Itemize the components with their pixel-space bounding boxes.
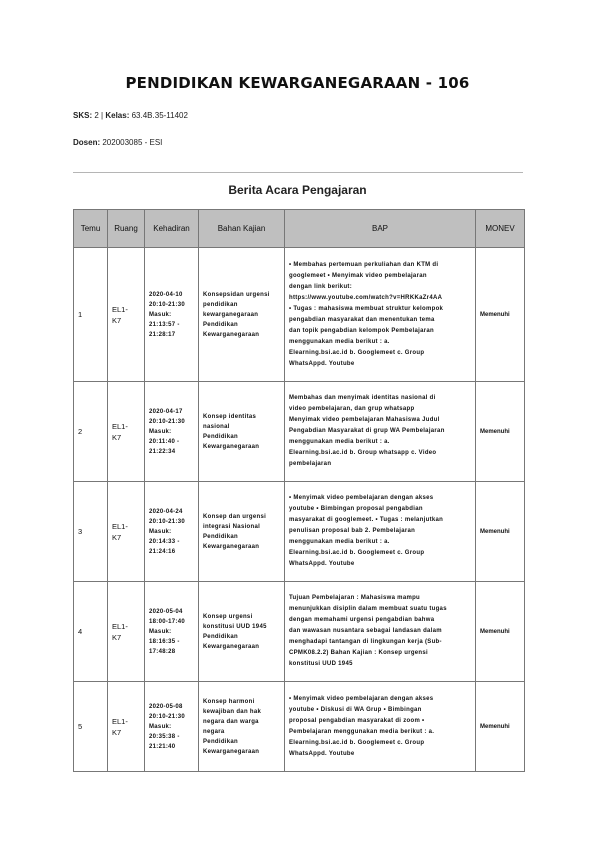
bahan-line: Kewarganegaraan	[203, 443, 260, 450]
bap-line: menggunakan media berikut : a.	[289, 539, 390, 545]
cell-temu: 2	[74, 382, 108, 482]
section-title: Berita Acara Pengajaran	[228, 183, 367, 197]
header-kehadiran: Kehadiran	[145, 210, 199, 248]
bap-line: Elearning.bsi.ac.id b. Googlemeet c. Group	[289, 550, 425, 556]
cell-kehadiran	[145, 682, 199, 772]
sks-value: 2	[94, 111, 99, 120]
kehadiran-line: Masuk:	[149, 628, 172, 635]
bahan-line: pendidikan	[203, 301, 238, 308]
bahan-line: nasional	[203, 423, 230, 430]
kehadiran-line: 21:13:57 -	[149, 321, 180, 328]
kehadiran-line: 20:35:38 -	[149, 733, 180, 740]
bap-line: menggunakan media berikut : a.	[289, 439, 390, 445]
bap-line: dan wawasan nusantara sebagai landasan dalam	[289, 628, 442, 634]
kelas-label: Kelas:	[105, 111, 130, 120]
bahan-line: Konsep identitas	[203, 413, 257, 420]
ruang-line: EL1-	[112, 621, 128, 631]
teaching-record-table	[73, 209, 525, 772]
bahan-line: Pendidikan	[203, 321, 239, 328]
ruang-line: K7	[112, 532, 122, 542]
kehadiran-line: 20:10-21:30	[149, 301, 185, 308]
cell-kehadiran	[145, 482, 199, 582]
kehadiran-line: Masuk:	[149, 311, 172, 318]
bahan-line: Konsep harmoni	[203, 698, 255, 705]
cell-bap	[285, 382, 476, 482]
sks-label: SKS:	[73, 111, 93, 120]
bap-line: Pengabdian Masyarakat di grup WA Pembelajaran	[289, 428, 445, 434]
table-row	[74, 382, 525, 482]
kehadiran-line: 18:16:35 -	[149, 638, 180, 645]
ruang-line: K7	[112, 727, 122, 737]
bahan-line: Kewarganegaraan	[203, 643, 260, 650]
bap-line: youtube • Bimbingan proposal pengabdian	[289, 506, 423, 512]
cell-temu: 5	[74, 682, 108, 772]
header-bahan-kajian: Bahan Kajian	[199, 210, 285, 248]
kehadiran-line: 21:28:17	[149, 331, 176, 338]
kehadiran-line: 17:48:28	[149, 648, 176, 655]
bap-line: penulisan proposal bab 2. Pembelajaran	[289, 528, 416, 534]
cell-bap	[285, 482, 476, 582]
kehadiran-line: 21:21:40	[149, 743, 176, 750]
bap-line: proposal pengabdian masyarakat di zoom •	[289, 717, 425, 724]
bap-line: • Tugas : mahasiswa membuat struktur kelompok	[289, 305, 444, 312]
divider	[73, 172, 523, 173]
kehadiran-line: 20:10-21:30	[149, 418, 185, 425]
ruang-line: EL1-	[112, 716, 128, 726]
header-ruang: Ruang	[108, 210, 145, 248]
document-title: PENDIDIKAN KEWARGANEGARAAN - 106	[125, 74, 470, 92]
cell-bahan-kajian	[199, 682, 285, 772]
bap-line: Elearning.bsi.ac.id b. Group whatsapp c. Video	[289, 450, 437, 456]
bap-line: googlemeet • Menyimak video pembelajaran	[289, 272, 427, 279]
bap-line: CPMK08.2.2) Bahan Kajian : Konsep urgensi	[289, 650, 428, 656]
cell-temu: 3	[74, 482, 108, 582]
kehadiran-line: 2020-05-08	[149, 703, 183, 710]
bap-line: konstitusi UUD 1945	[289, 661, 353, 667]
cell-bap	[285, 248, 476, 382]
cell-monev: Memenuhi	[476, 382, 525, 482]
bahan-line: konstitusi UUD 1945	[203, 623, 267, 630]
cell-bahan-kajian	[199, 382, 285, 482]
bap-line: youtube • Diskusi di WA Grup • Bimbingan	[289, 706, 422, 713]
bap-line: dengan link berikut:	[289, 283, 353, 290]
bahan-line: kewarganegaraan	[203, 311, 259, 318]
cell-monev: Memenuhi	[476, 682, 525, 772]
kehadiran-line: 20:10-21:30	[149, 713, 185, 720]
cell-kehadiran	[145, 582, 199, 682]
bap-line: pengabdian masyarakat dan menentukan tema	[289, 316, 435, 323]
cell-ruang	[108, 382, 145, 482]
bahan-line: Konsep dan urgensi	[203, 513, 267, 520]
bap-line: menghadapi tantangan di lingkungan kerja (Sub-	[289, 639, 442, 645]
bap-line: Membahas dan menyimak identitas nasional di	[289, 395, 436, 401]
kehadiran-line: 20:14:33 -	[149, 538, 180, 545]
header-bap: BAP	[285, 210, 476, 248]
dosen-label: Dosen:	[73, 138, 101, 147]
ruang-line: EL1-	[112, 304, 128, 314]
bap-line: masyarakat di googlemeet. • Tugas : melanjutkan	[289, 517, 444, 523]
kehadiran-line: Masuk:	[149, 428, 172, 435]
bahan-line: Kewarganegaraan	[203, 748, 260, 755]
kehadiran-line: Masuk:	[149, 528, 172, 535]
kehadiran-line: 18:00-17:40	[149, 618, 185, 625]
bap-line: Pembelajaran menggunakan media berikut : a.	[289, 728, 435, 735]
cell-monev: Memenuhi	[476, 482, 525, 582]
cell-ruang	[108, 248, 145, 382]
cell-bahan-kajian	[199, 248, 285, 382]
bap-line: dan topik pengabdian kelompok Pembelajaran	[289, 327, 434, 334]
cell-ruang	[108, 582, 145, 682]
cell-kehadiran	[145, 382, 199, 482]
kehadiran-line: 21:24:16	[149, 548, 176, 555]
bap-line: dengan memahami urgensi pengabdian bahwa	[289, 617, 435, 623]
bahan-line: integrasi Nasional	[203, 523, 261, 530]
bahan-line: negara dan warga	[203, 718, 259, 725]
separator: |	[101, 111, 106, 120]
bahan-line: Pendidikan	[203, 633, 239, 640]
cell-kehadiran	[145, 248, 199, 382]
bap-line: • Menyimak video pembelajaran dengan akses	[289, 695, 434, 702]
cell-bahan-kajian	[199, 482, 285, 582]
bap-line: Elearning.bsi.ac.id b. Googlemeet c. Group	[289, 739, 425, 746]
bap-line: Elearning.bsi.ac.id b. Googlemeet c. Group	[289, 349, 425, 356]
bap-line: menggunakan media berikut : a.	[289, 338, 390, 345]
bahan-line: Konsepsidan urgensi	[203, 291, 270, 298]
bap-line: Menyimak video pembelajaran Mahasiswa Judul	[289, 417, 440, 423]
cell-bap	[285, 682, 476, 772]
bap-line: menunjukkan disiplin dalam membuat suatu tugas	[289, 606, 447, 612]
kehadiran-line: 2020-05-04	[149, 608, 183, 615]
kehadiran-line: 20:11:40 -	[149, 438, 180, 445]
kehadiran-line: 20:10-21:30	[149, 518, 185, 525]
bahan-line: Pendidikan	[203, 533, 239, 540]
cell-bahan-kajian	[199, 582, 285, 682]
bahan-line: negara	[203, 728, 225, 735]
table-row	[74, 682, 525, 772]
kehadiran-line: 2020-04-17	[149, 408, 183, 415]
ruang-line: EL1-	[112, 421, 128, 431]
table-row	[74, 482, 525, 582]
dosen-value: 202003085 - ESI	[102, 138, 163, 147]
ruang-line: EL1-	[112, 521, 128, 531]
cell-monev: Memenuhi	[476, 248, 525, 382]
cell-temu: 1	[74, 248, 108, 382]
bap-line: https://www.youtube.com/watch?v=HRKKaZr4AA	[289, 294, 443, 301]
lecturer-info	[73, 138, 162, 147]
cell-bap	[285, 582, 476, 682]
bahan-line: Kewarganegaraan	[203, 331, 260, 338]
bahan-line: Pendidikan	[203, 738, 239, 745]
ruang-line: K7	[112, 315, 122, 325]
ruang-line: K7	[112, 632, 122, 642]
bap-line: Tujuan Pembelajaran : Mahasiswa mampu	[289, 595, 421, 601]
cell-ruang	[108, 682, 145, 772]
table-row	[74, 248, 525, 382]
kehadiran-line: 2020-04-10	[149, 291, 183, 298]
header-temu: Temu	[74, 210, 108, 248]
kelas-value: 63.4B.35-11402	[131, 111, 188, 120]
bahan-line: Konsep urgensi	[203, 613, 253, 620]
kehadiran-line: 21:22:34	[149, 448, 176, 455]
header-monev: MONEV	[476, 210, 525, 248]
class-info	[73, 111, 188, 120]
bap-line: WhatsAppd. Youtube	[289, 561, 355, 567]
bap-line: video pembelajaran, dan grup whatsapp	[289, 406, 415, 412]
bap-line: • Membahas pertemuan perkuliahan dan KTM di	[289, 261, 439, 268]
bahan-line: Kewarganegaraan	[203, 543, 260, 550]
table-header-row	[74, 210, 525, 248]
cell-ruang	[108, 482, 145, 582]
cell-monev: Memenuhi	[476, 582, 525, 682]
kehadiran-line: 2020-04-24	[149, 508, 183, 515]
table-row	[74, 582, 525, 682]
kehadiran-line: Masuk:	[149, 723, 172, 730]
bap-line: WhatsAppd. Youtube	[289, 360, 355, 367]
ruang-line: K7	[112, 432, 122, 442]
bap-line: WhatsAppd. Youtube	[289, 750, 355, 757]
bahan-line: kewajiban dan hak	[203, 708, 262, 715]
bap-line: • Menyimak video pembelajaran dengan akses	[289, 495, 434, 501]
bahan-line: Pendidikan	[203, 433, 239, 440]
cell-temu: 4	[74, 582, 108, 682]
bap-line: pembelajaran	[289, 461, 332, 467]
